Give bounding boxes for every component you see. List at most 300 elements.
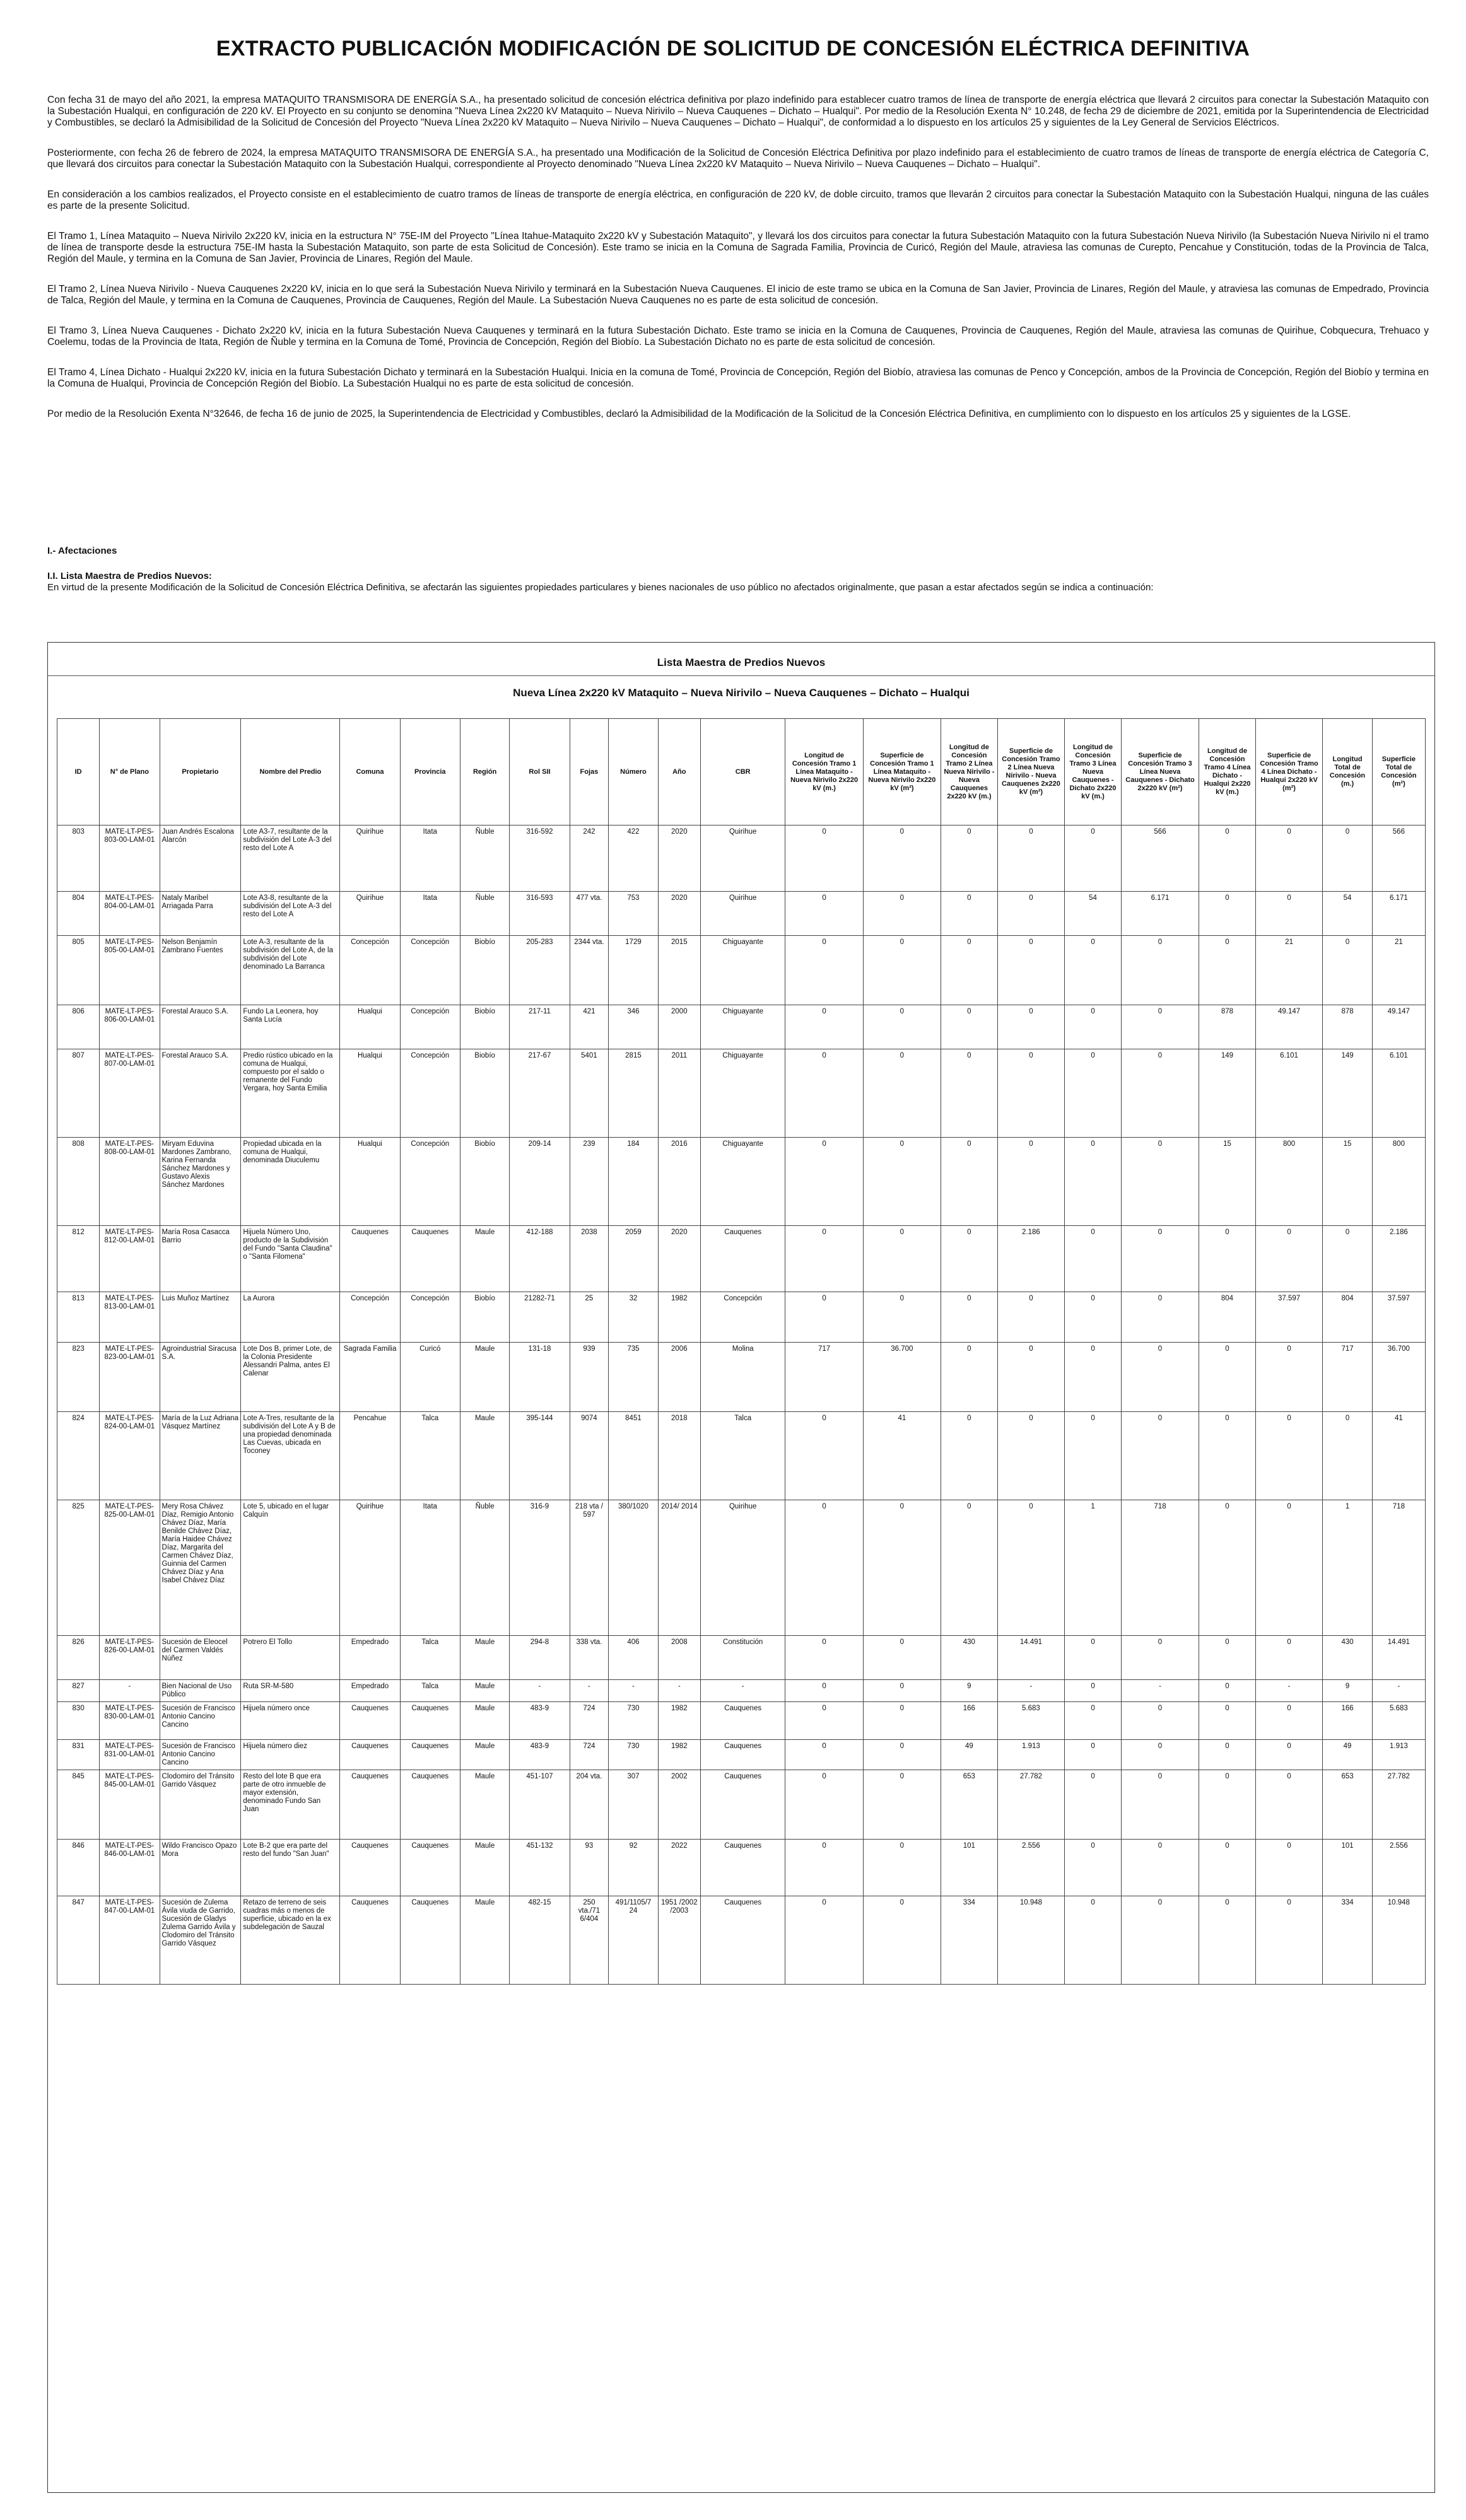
table-cell: 717 <box>785 1343 863 1412</box>
table-cell: 753 <box>609 892 658 936</box>
table-cell: 803 <box>57 825 100 892</box>
table-cell: Quirihue <box>340 1500 400 1636</box>
table-cell: 0 <box>941 892 998 936</box>
table-cell: 1.913 <box>997 1740 1064 1770</box>
table-cell: 217-11 <box>510 1005 570 1049</box>
table-cell: 9 <box>1323 1680 1372 1702</box>
column-header: Propietario <box>160 719 241 825</box>
table-cell: 0 <box>1255 1343 1322 1412</box>
table-cell: 205-283 <box>510 936 570 1005</box>
table-cell: 0 <box>1255 1840 1322 1896</box>
table-cell: 0 <box>1199 1702 1256 1740</box>
table-cell: 0 <box>1199 1680 1256 1702</box>
table-cell: - <box>510 1680 570 1702</box>
table-cell: 5.683 <box>997 1702 1064 1740</box>
table-cell: Concepción <box>400 1005 460 1049</box>
table-cell: Cauquenes <box>400 1740 460 1770</box>
table-cell: Chiguayante <box>700 1049 785 1138</box>
table-cell: Forestal Arauco S.A. <box>160 1005 241 1049</box>
table-cell: 804 <box>1199 1292 1256 1343</box>
table-cell: Empedrado <box>340 1636 400 1680</box>
table-cell: 10.948 <box>997 1896 1064 1985</box>
table-cell: 483-9 <box>510 1740 570 1770</box>
table-cell: 0 <box>941 1412 998 1500</box>
table-cell: 27.782 <box>997 1770 1064 1840</box>
table-cell: 0 <box>785 1840 863 1896</box>
table-cell: 2.186 <box>997 1226 1064 1292</box>
table-cell: Constitución <box>700 1636 785 1680</box>
paragraph-6: El Tramo 3, Línea Nueva Cauquenes - Dichato 2x220 kV, inicia en la futura Subestación Nueva Cauquenes y terminará en la futura Subestación Dichato. Este tramo se inicia en la Comuna de Cauquenes, Provincia de Cauquenes, Región del Maule, atraviesa las comunas de Quirihue, Cobquecura, Trehuaco y Coelemu, todas de la Provincia de Itata, Región de Ñuble y termina en la Comuna de Tomé, Provincia de Concepción, Región del Biobío. La Subestación Dichato no es parte de esta solicitud de concesión. <box>47 325 1429 347</box>
table-cell: MATE-LT-PES-807-00-LAM-01 <box>100 1049 160 1138</box>
column-header: Superficie de Concesión Tramo 2 Línea Nueva Nirivilo - Nueva Cauquenes 2x220 kV (m²) <box>997 719 1064 825</box>
table-cell: 0 <box>863 1292 941 1343</box>
table-cell: 2016 <box>658 1138 700 1226</box>
table-cell: 0 <box>997 892 1064 936</box>
table-cell: 2815 <box>609 1049 658 1138</box>
table-cell: 0 <box>1199 1840 1256 1896</box>
table-body <box>57 825 1426 1985</box>
table-cell: 10.948 <box>1372 1896 1425 1985</box>
table-cell: 826 <box>57 1636 100 1680</box>
table-cell: 0 <box>863 1138 941 1226</box>
table-cell: 0 <box>785 1049 863 1138</box>
table-cell: Ñuble <box>460 825 509 892</box>
table-cell: Clodomiro del Tránsito Garrido Vásquez <box>160 1770 241 1840</box>
table-cell: Maule <box>460 1740 509 1770</box>
table-cell: Maule <box>460 1636 509 1680</box>
table-cell: 0 <box>863 1680 941 1702</box>
table-cell: - <box>1372 1680 1425 1702</box>
table-cell: 14.491 <box>1372 1636 1425 1680</box>
paragraph-8: Por medio de la Resolución Exenta N°32646, de fecha 16 de junio de 2025, la Superintendencia de Electricidad y Combustibles, declaró la Admisibilidad de la Modificación de la Solicitud de la Concesión Eléctrica Definitiva, en cumplimiento con lo dispuesto en los artículos 25 y siguientes de la LGSE. <box>47 409 1351 419</box>
table-cell: 0 <box>1065 1412 1122 1500</box>
table-cell: 2.186 <box>1372 1226 1425 1292</box>
table-cell: Quirihue <box>340 825 400 892</box>
column-header: Superficie de Concesión Tramo 3 Línea Nueva Cauquenes - Dichato 2x220 kV (m²) <box>1121 719 1199 825</box>
table-row <box>57 1840 1426 1896</box>
column-header: Nombre del Predio <box>241 719 340 825</box>
table-cell: MATE-LT-PES-806-00-LAM-01 <box>100 1005 160 1049</box>
column-header: Longitud de Concesión Tramo 4 Línea Dichato - Hualqui 2x220 kV (m.) <box>1199 719 1256 825</box>
table-cell: 0 <box>941 1049 998 1138</box>
table-cell: 0 <box>997 1343 1064 1412</box>
table-cell: 101 <box>1323 1840 1372 1896</box>
table-cell: 0 <box>997 825 1064 892</box>
table-cell: 0 <box>1255 825 1322 892</box>
table-cell: Cauquenes <box>340 1896 400 1985</box>
column-header: Superficie de Concesión Tramo 4 Línea Dichato - Hualqui 2x220 kV (m²) <box>1255 719 1322 825</box>
table-cell: 807 <box>57 1049 100 1138</box>
table-cell: 0 <box>785 1226 863 1292</box>
table-cell: Ñuble <box>460 892 509 936</box>
table-cell: MATE-LT-PES-808-00-LAM-01 <box>100 1138 160 1226</box>
table-cell: MATE-LT-PES-804-00-LAM-01 <box>100 892 160 936</box>
table-cell: 0 <box>1065 1740 1122 1770</box>
table-row <box>57 1049 1426 1138</box>
table-cell: 806 <box>57 1005 100 1049</box>
table-cell: Agroindustrial Siracusa S.A. <box>160 1343 241 1412</box>
table-cell: 0 <box>1065 1226 1122 1292</box>
table-cell: Maule <box>460 1896 509 1985</box>
table-cell: 0 <box>1255 892 1322 936</box>
table-cell: Biobío <box>460 1292 509 1343</box>
table-cell: 0 <box>1121 1702 1199 1740</box>
table-cell: Maule <box>460 1680 509 1702</box>
table-cell: 939 <box>570 1343 609 1412</box>
column-header: Región <box>460 719 509 825</box>
table-cell: 0 <box>1199 892 1256 936</box>
table-cell: 1729 <box>609 936 658 1005</box>
table-cell: Cauquenes <box>340 1226 400 1292</box>
table-cell: 0 <box>1065 1680 1122 1702</box>
table-cell: 483-9 <box>510 1702 570 1740</box>
table-cell: 32 <box>609 1292 658 1343</box>
table-cell: 824 <box>57 1412 100 1500</box>
table-cell: 735 <box>609 1343 658 1412</box>
paragraph-5: El Tramo 2, Línea Nueva Nirivilo - Nueva Cauquenes 2x220 kV, inicia en lo que será la Subestación Nueva Nirivilo y terminará en la Subestación Nueva Cauquenes. El inicio de este tramo se ubica en la Comuna de San Javier, Provincia de Linares, Región del Maule, y atraviesa las comunas de Empedrado, Provincia de Talca, Región del Maule, y termina en la Comuna de Cauquenes, Provincia de Cauquenes, Región del Maule. La Subestación Nueva Cauquenes no es parte de esta solicitud de concesión. <box>47 284 1429 306</box>
table-cell: 0 <box>863 1770 941 1840</box>
column-header: Longitud Total de Concesión (m.) <box>1323 719 1372 825</box>
table-cell: Luis Muñoz Martínez <box>160 1292 241 1343</box>
table-cell: 878 <box>1323 1005 1372 1049</box>
table-cell: 830 <box>57 1702 100 1740</box>
table-cell: Molina <box>700 1343 785 1412</box>
column-header: Número <box>609 719 658 825</box>
table-title: Lista Maestra de Predios Nuevos <box>657 656 826 668</box>
table-cell: 0 <box>785 1702 863 1740</box>
table-cell: 1 <box>1323 1500 1372 1636</box>
table-cell: 0 <box>1065 1702 1122 1740</box>
section-lista-maestra-heading: I.I. Lista Maestra de Predios Nuevos: <box>47 571 212 581</box>
table-cell: Sagrada Familia <box>340 1343 400 1412</box>
table-cell: 804 <box>57 892 100 936</box>
table-cell: 2020 <box>658 1226 700 1292</box>
table-cell: 2020 <box>658 892 700 936</box>
table-cell: Bien Nacional de Uso Público <box>160 1680 241 1702</box>
table-cell: 0 <box>1199 1343 1256 1412</box>
table-cell: 0 <box>785 1005 863 1049</box>
section-lista-maestra-text: En virtud de la presente Modificación de la Solicitud de Concesión Eléctrica Definitiva, se afectarán las siguientes propiedades particulares y bienes nacionales de uso público no afectados originalmente, que pasan a estar afectados según se indica a continuación: <box>47 582 1154 593</box>
table-cell: - <box>100 1680 160 1702</box>
table-cell: - <box>658 1680 700 1702</box>
table-cell: 0 <box>785 1680 863 1702</box>
table-cell: 0 <box>1323 825 1372 892</box>
table-cell: 0 <box>863 1896 941 1985</box>
table-cell: 0 <box>997 1292 1064 1343</box>
table-cell: 0 <box>1121 1292 1199 1343</box>
table-cell: Maule <box>460 1343 509 1412</box>
table-cell: 0 <box>1121 1343 1199 1412</box>
table-cell: Hijuela número diez <box>241 1740 340 1770</box>
table-cell: 491/1105/7 24 <box>609 1896 658 1985</box>
table-cell: 812 <box>57 1226 100 1292</box>
table-cell: Ñuble <box>460 1500 509 1636</box>
column-header: ID <box>57 719 100 825</box>
table-cell: 2059 <box>609 1226 658 1292</box>
table-cell: - <box>700 1680 785 1702</box>
table-cell: 0 <box>941 1005 998 1049</box>
table-cell: 2000 <box>658 1005 700 1049</box>
table-cell: Cauquenes <box>340 1702 400 1740</box>
table-row <box>57 1636 1426 1680</box>
table-cell: María Rosa Casacca Barrio <box>160 1226 241 1292</box>
table-header-row <box>57 719 1426 825</box>
table-cell: - <box>1121 1680 1199 1702</box>
table-cell: 316-592 <box>510 825 570 892</box>
table-cell: Concepción <box>340 936 400 1005</box>
table-cell: 2038 <box>570 1226 609 1292</box>
table-cell: 2.556 <box>1372 1840 1425 1896</box>
table-cell: MATE-LT-PES-812-00-LAM-01 <box>100 1226 160 1292</box>
table-cell: 149 <box>1199 1049 1256 1138</box>
table-cell: 6.101 <box>1372 1049 1425 1138</box>
table-row <box>57 1702 1426 1740</box>
table-cell: 0 <box>785 1412 863 1500</box>
table-cell: 422 <box>609 825 658 892</box>
table-cell: 92 <box>609 1840 658 1896</box>
table-cell: 0 <box>785 936 863 1005</box>
table-cell: 718 <box>1372 1500 1425 1636</box>
table-row <box>57 1680 1426 1702</box>
table-cell: 800 <box>1255 1138 1322 1226</box>
table-cell: Talca <box>400 1680 460 1702</box>
table-cell: Concepción <box>340 1292 400 1343</box>
table-cell: 0 <box>785 1292 863 1343</box>
table-cell: Concepción <box>400 1049 460 1138</box>
table-cell: 0 <box>1255 1770 1322 1840</box>
table-cell: 0 <box>863 1005 941 1049</box>
table-cell: 21282-71 <box>510 1292 570 1343</box>
table-cell: 831 <box>57 1740 100 1770</box>
table-cell: 316-9 <box>510 1500 570 1636</box>
table-cell: La Aurora <box>241 1292 340 1343</box>
table-cell: 0 <box>1255 1412 1322 1500</box>
table-cell: Hijuela número once <box>241 1702 340 1740</box>
table-cell: MATE-LT-PES-831-00-LAM-01 <box>100 1740 160 1770</box>
column-header: N° de Plano <box>100 719 160 825</box>
table-cell: 0 <box>863 1226 941 1292</box>
table-cell: Hijuela Número Uno, producto de la Subdivisión del Fundo "Santa Claudina" o "Santa Filomena" <box>241 1226 340 1292</box>
table-cell: Predio rústico ubicado en la comuna de Hualqui, compuesto por el saldo o remanente del Fundo Vergara, hoy Santa Emilia <box>241 1049 340 1138</box>
table-cell: 8451 <box>609 1412 658 1500</box>
table-cell: Biobío <box>460 1049 509 1138</box>
table-cell: Empedrado <box>340 1680 400 1702</box>
table-row <box>57 1412 1426 1500</box>
table-cell: 0 <box>1121 1636 1199 1680</box>
table-cell: Chiguayante <box>700 1005 785 1049</box>
table-row <box>57 936 1426 1005</box>
table-cell: Lote A3-8, resultante de la subdivisión del Lote A-3 del resto del Lote A <box>241 892 340 936</box>
table-cell: Cauquenes <box>700 1770 785 1840</box>
table-cell: 0 <box>785 1138 863 1226</box>
table-cell: Biobío <box>460 936 509 1005</box>
table-cell: Quirihue <box>700 825 785 892</box>
table-cell: 0 <box>1065 1138 1122 1226</box>
table-cell: Talca <box>700 1412 785 1500</box>
table-row <box>57 1292 1426 1343</box>
table-cell: 2020 <box>658 825 700 892</box>
table-cell: 0 <box>941 1343 998 1412</box>
table-cell: 808 <box>57 1138 100 1226</box>
table-cell: 49.147 <box>1255 1005 1322 1049</box>
table-cell: 346 <box>609 1005 658 1049</box>
table-cell: 395-144 <box>510 1412 570 1500</box>
table-cell: 718 <box>1121 1500 1199 1636</box>
table-cell: 0 <box>863 1049 941 1138</box>
table-cell: 5401 <box>570 1049 609 1138</box>
table-cell: 2011 <box>658 1049 700 1138</box>
table-cell: 0 <box>1065 1292 1122 1343</box>
table-cell: 846 <box>57 1840 100 1896</box>
predios-table <box>57 718 1426 1985</box>
table-cell: Cauquenes <box>700 1840 785 1896</box>
table-cell: 0 <box>863 936 941 1005</box>
table-cell: 0 <box>785 825 863 892</box>
table-cell: 724 <box>570 1740 609 1770</box>
table-cell: 0 <box>1199 1636 1256 1680</box>
table-cell: Sucesión de Zulema Ávila viuda de Garrido, Sucesión de Gladys Zulema Garrido Ávila y Clodomiro del Tránsito Garrido Vásquez <box>160 1896 241 1985</box>
table-cell: 845 <box>57 1770 100 1840</box>
table-cell: 0 <box>1199 825 1256 892</box>
table-cell: 36.700 <box>863 1343 941 1412</box>
table-cell: Lote Dos B, primer Lote, de la Colonia Presidente Alessandri Palma, antes El Calenar <box>241 1343 340 1412</box>
table-row <box>57 825 1426 892</box>
table-cell: 0 <box>863 1500 941 1636</box>
table-cell: 0 <box>1121 1005 1199 1049</box>
document-title: EXTRACTO PUBLICACIÓN MODIFICACIÓN DE SOLICITUD DE CONCESIÓN ELÉCTRICA DEFINITIVA <box>216 37 1250 61</box>
table-cell: 430 <box>941 1636 998 1680</box>
table-cell: 0 <box>1323 1412 1372 1500</box>
table-cell: 5.683 <box>1372 1702 1425 1740</box>
table-cell: 0 <box>1199 1770 1256 1840</box>
table-cell: 0 <box>997 936 1064 1005</box>
table-cell: 166 <box>941 1702 998 1740</box>
table-cell: 36.700 <box>1372 1343 1425 1412</box>
table-cell: 730 <box>609 1740 658 1770</box>
table-cell: Pencahue <box>340 1412 400 1500</box>
table-cell: 334 <box>1323 1896 1372 1985</box>
table-cell: 1951 /2002 /2003 <box>658 1896 700 1985</box>
table-row <box>57 1226 1426 1292</box>
table-cell: 101 <box>941 1840 998 1896</box>
table-cell: Cauquenes <box>700 1226 785 1292</box>
table-cell: 21 <box>1372 936 1425 1005</box>
table-cell: 54 <box>1323 892 1372 936</box>
table-cell: 217-67 <box>510 1049 570 1138</box>
table-cell: Cauquenes <box>400 1896 460 1985</box>
table-cell: 2002 <box>658 1770 700 1840</box>
column-header: Superficie de Concesión Tramo 1 Línea Mataquito - Nueva Nirivilo 2x220 kV (m²) <box>863 719 941 825</box>
table-cell: Talca <box>400 1412 460 1500</box>
table-cell: 6.171 <box>1372 892 1425 936</box>
table-cell: 421 <box>570 1005 609 1049</box>
table-cell: Maule <box>460 1770 509 1840</box>
table-cell: 0 <box>1121 1138 1199 1226</box>
table-cell: Itata <box>400 825 460 892</box>
table-cell: 412-188 <box>510 1226 570 1292</box>
table-cell: 242 <box>570 825 609 892</box>
table-cell: 0 <box>941 1500 998 1636</box>
table-cell: 0 <box>941 825 998 892</box>
table-cell: MATE-LT-PES-803-00-LAM-01 <box>100 825 160 892</box>
table-cell: Maule <box>460 1702 509 1740</box>
table-row <box>57 1343 1426 1412</box>
table-cell: 0 <box>997 1412 1064 1500</box>
table-cell: 813 <box>57 1292 100 1343</box>
table-cell: 0 <box>997 1049 1064 1138</box>
table-cell: 0 <box>997 1500 1064 1636</box>
table-cell: 0 <box>1121 1896 1199 1985</box>
table-cell: Talca <box>400 1636 460 1680</box>
table-cell: 0 <box>1065 825 1122 892</box>
table-cell: 0 <box>997 1138 1064 1226</box>
table-cell: 0 <box>1199 936 1256 1005</box>
table-cell: 239 <box>570 1138 609 1226</box>
table-cell: Miryam Eduvina Mardones Zambrano, Karina Fernanda Sánchez Mardones y Gustavo Alexis Sánchez Mardones <box>160 1138 241 1226</box>
table-cell: 380/1020 <box>609 1500 658 1636</box>
table-cell: Maule <box>460 1412 509 1500</box>
table-cell: 0 <box>941 1226 998 1292</box>
table-cell: Wildo Francisco Opazo Mora <box>160 1840 241 1896</box>
paragraph-1: Con fecha 31 de mayo del año 2021, la empresa MATAQUITO TRANSMISORA DE ENERGÍA S.A., ha presentado solicitud de concesión eléctrica definitiva por plazo indefinido para establecer cuatro tramos de línea de transporte de energía eléctrica que llevará 2 circuitos para conectar la Subestación Mataquito con la Subestación Hualqui, en configuración de 220 kV. El Proyecto en su conjunto se denomina "Nueva Línea 2x220 kV Mataquito – Nueva Nirivilo – Nueva Cauquenes – Dichato – Hualqui". Por medio de la Resolución Exenta N° 10.248, de fecha 29 de diciembre de 2021, emitida por la Superintendencia de Electricidad y Combustibles, se declaró la Admisibilidad de la Solicitud de Concesión del Proyecto "Nueva Línea 2x220 kV Mataquito – Nueva Nirivilo – Nueva Cauquenes – Dichato – Hualqui", de conformidad a lo dispuesto en los artículos 25 y siguientes de la Ley General de Servicios Eléctricos. <box>47 95 1429 128</box>
table-row <box>57 892 1426 936</box>
table-cell: MATE-LT-PES-846-00-LAM-01 <box>100 1840 160 1896</box>
table-cell: 0 <box>863 1740 941 1770</box>
table-cell: 1982 <box>658 1702 700 1740</box>
table-cell: 204 vta. <box>570 1770 609 1840</box>
table-cell: Hualqui <box>340 1005 400 1049</box>
intro-paragraphs <box>47 95 1429 439</box>
table-cell: 878 <box>1199 1005 1256 1049</box>
section-afectaciones: I.- Afectaciones <box>47 545 117 556</box>
table-cell: Ruta SR-M-580 <box>241 1680 340 1702</box>
paragraph-3: En consideración a los cambios realizados, el Proyecto consiste en el establecimiento de cuatro tramos de líneas de transporte de energía eléctrica, en configuración de 220 kV, de doble circuito, tramos que llevarán 2 circuitos para conectar la Subestación Mataquito con la Subestación Hualqui, ninguna de las cuáles es parte de la presente Solicitud. <box>47 189 1429 211</box>
table-cell: Sucesión de Francisco Antonio Cancino Cancino <box>160 1702 241 1740</box>
table-cell: Nataly Maribel Arriagada Parra <box>160 892 241 936</box>
table-cell: Resto del lote B que era parte de otro inmueble de mayor extensión, denominado Fundo San Juan <box>241 1770 340 1840</box>
table-cell: 2344 vta. <box>570 936 609 1005</box>
table-cell: Itata <box>400 892 460 936</box>
table-cell: - <box>570 1680 609 1702</box>
table-cell: Cauquenes <box>700 1740 785 1770</box>
table-cell: 0 <box>1065 1049 1122 1138</box>
table-cell: 0 <box>785 1636 863 1680</box>
table-row <box>57 1770 1426 1840</box>
table-cell: MATE-LT-PES-845-00-LAM-01 <box>100 1770 160 1840</box>
table-cell: MATE-LT-PES-825-00-LAM-01 <box>100 1500 160 1636</box>
table-cell: Lote A-Tres, resultante de la subdivisión del Lote A y B de una propiedad denominada Las Cuevas, ubicada en Toconey <box>241 1412 340 1500</box>
table-cell: Lote 5, ubicado en el lugar Calquín <box>241 1500 340 1636</box>
table-cell: 0 <box>997 1005 1064 1049</box>
table-cell: 0 <box>1255 1500 1322 1636</box>
table-cell: 0 <box>863 892 941 936</box>
table-cell: 6.171 <box>1121 892 1199 936</box>
table-cell: 166 <box>1323 1702 1372 1740</box>
table-cell: 2022 <box>658 1840 700 1896</box>
table-cell: 0 <box>1199 1412 1256 1500</box>
table-cell: 0 <box>1065 1840 1122 1896</box>
table-cell: Cauquenes <box>400 1770 460 1840</box>
table-cell: Chiguayante <box>700 1138 785 1226</box>
column-header: Longitud de Concesión Tramo 2 Línea Nueva Nirivilo - Nueva Cauquenes 2x220 kV (m.) <box>941 719 998 825</box>
table-cell: Lote A3-7, resultante de la subdivisión del Lote A-3 del resto del Lote A <box>241 825 340 892</box>
table-cell: 93 <box>570 1840 609 1896</box>
table-cell: - <box>1255 1680 1322 1702</box>
table-cell: 6.101 <box>1255 1049 1322 1138</box>
column-header: Longitud de Concesión Tramo 1 Línea Mataquito - Nueva Nirivilo 2x220 kV (m.) <box>785 719 863 825</box>
table-subtitle: Nueva Línea 2x220 kV Mataquito – Nueva Nirivilo – Nueva Cauquenes – Dichato – Hualqui <box>513 687 970 699</box>
table-cell: Quirihue <box>340 892 400 936</box>
